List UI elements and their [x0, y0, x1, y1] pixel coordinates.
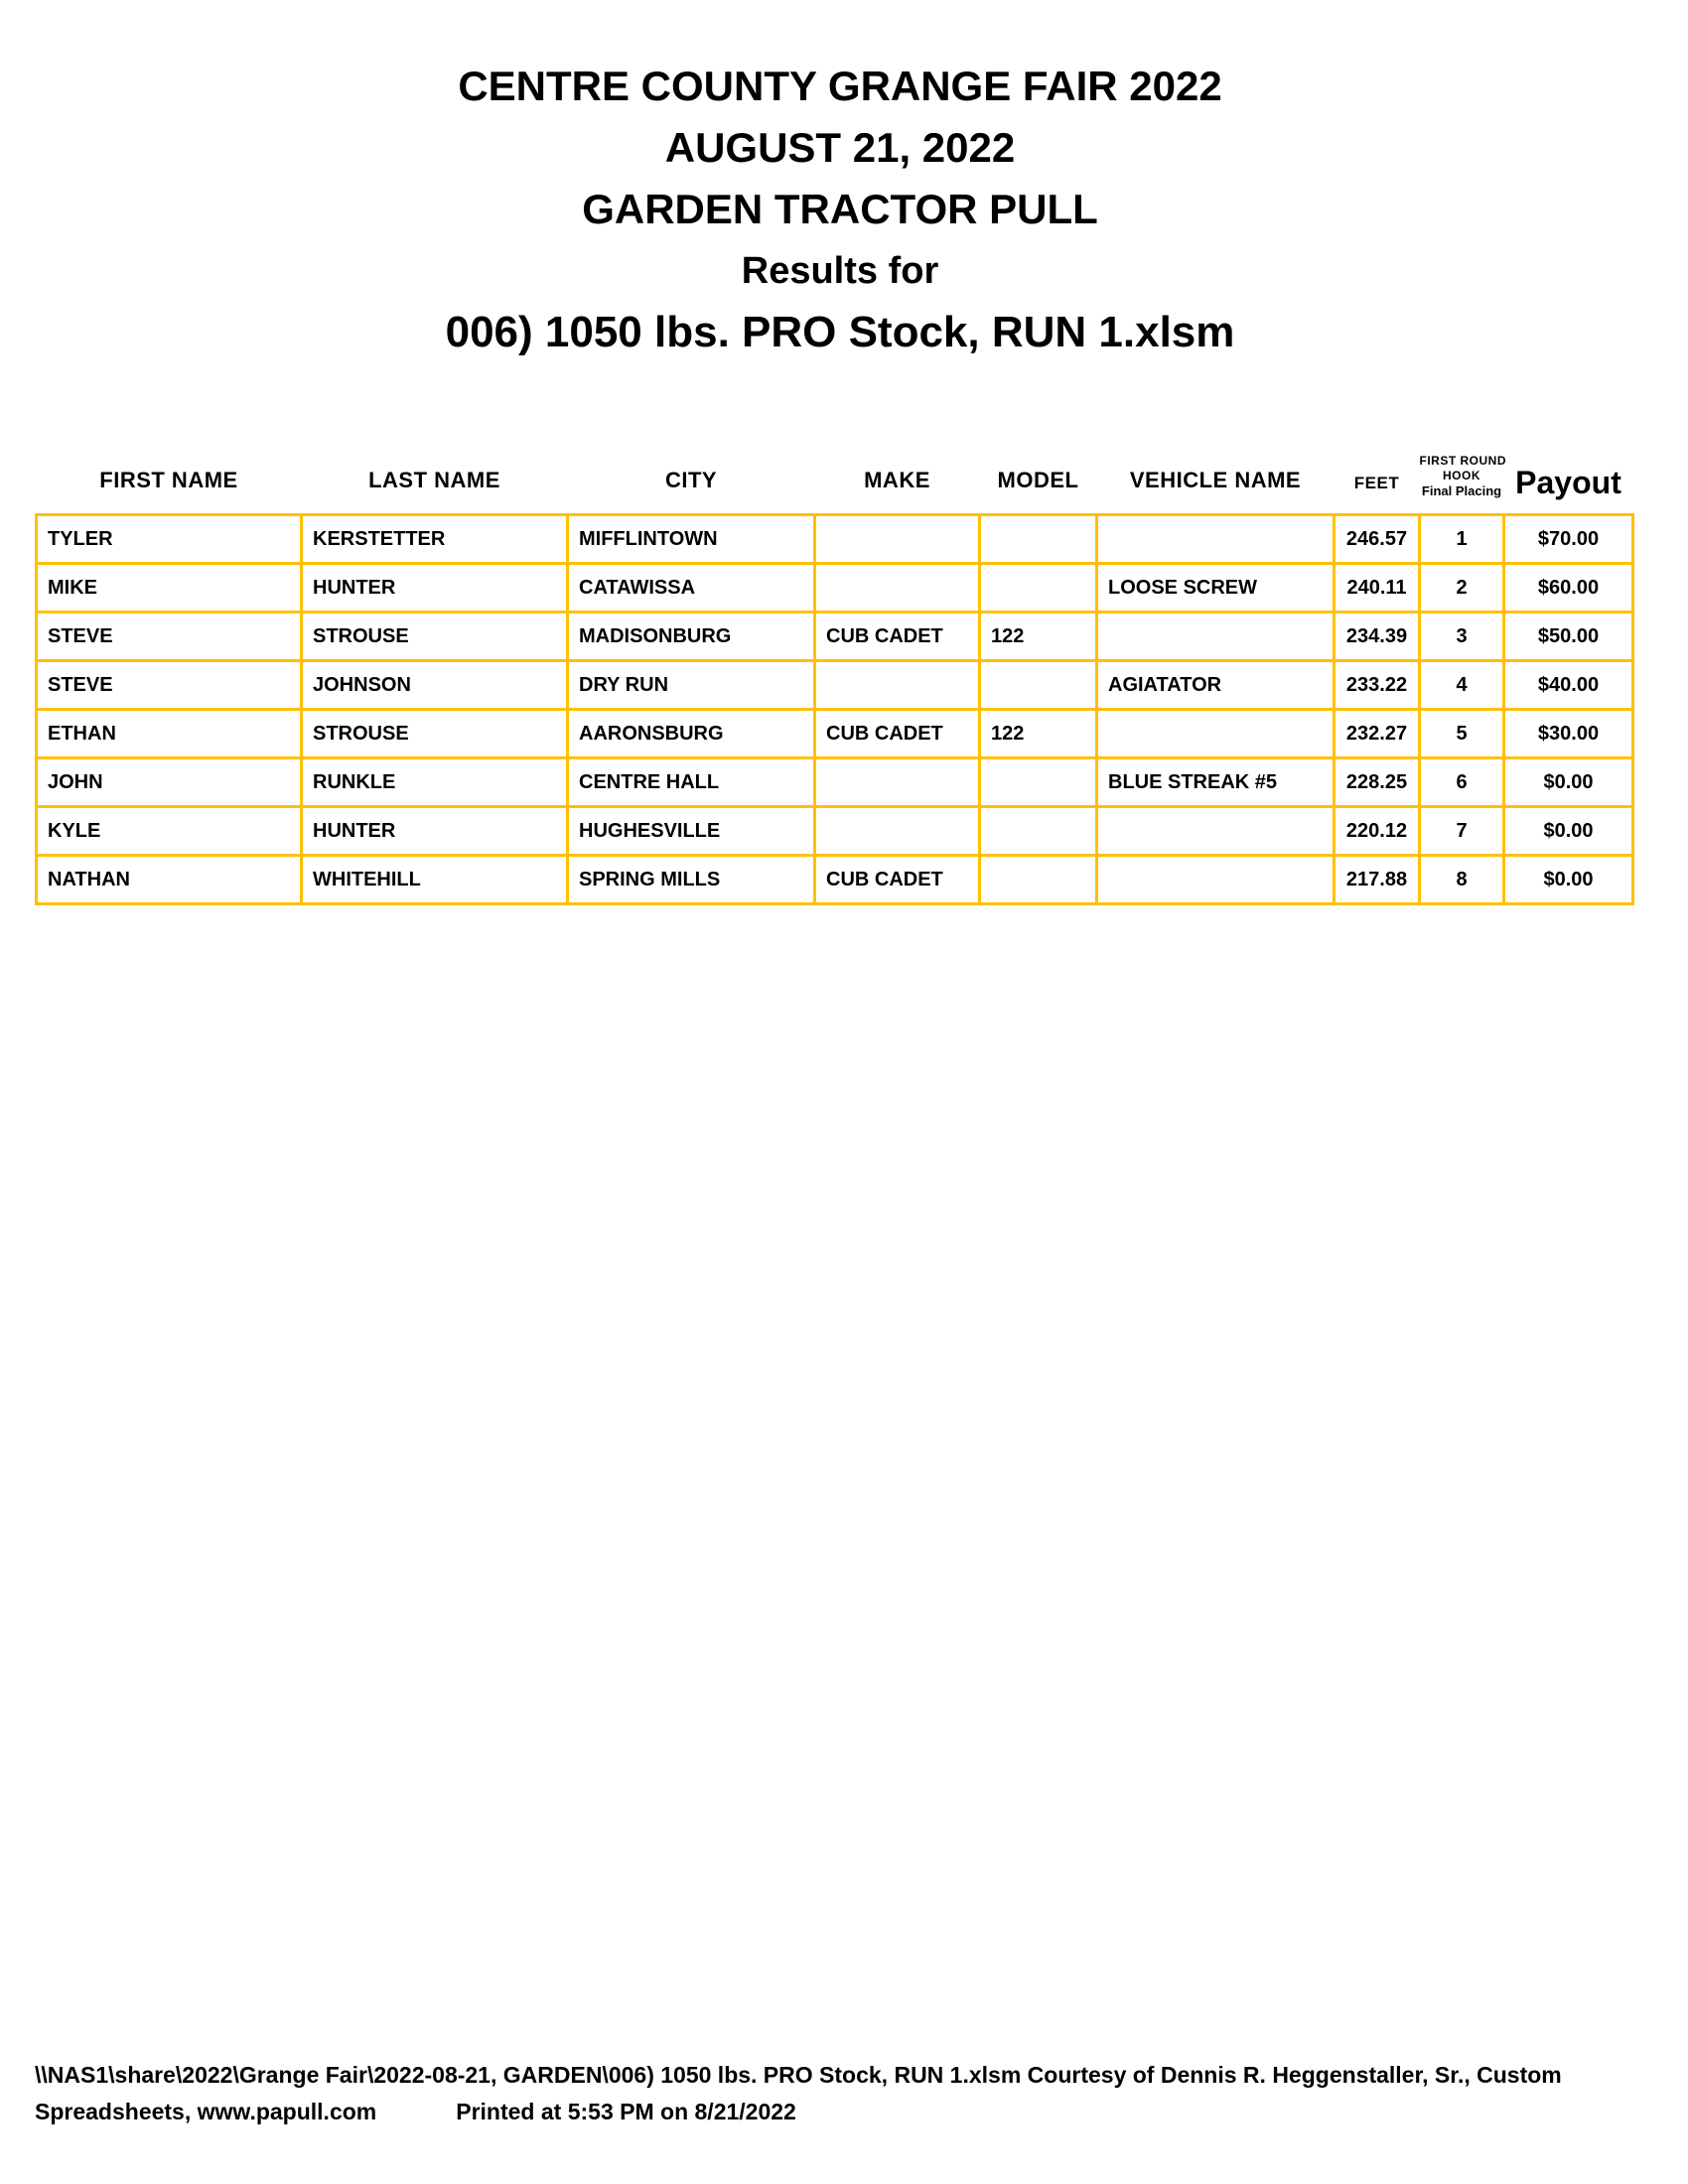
footer-website: Spreadsheets, www.papull.com [35, 2099, 377, 2124]
last-name-cell: STROUSE [302, 613, 568, 661]
table-row [37, 856, 1633, 904]
vehicle-name-cell [1097, 613, 1335, 661]
vehicle-name-cell: LOOSE SCREW [1097, 564, 1335, 613]
page-title-category: GARDEN TRACTOR PULL [582, 186, 1098, 232]
header-hook-line1: FIRST ROUND [1419, 454, 1506, 468]
model-cell [980, 856, 1097, 904]
first-name-cell: STEVE [37, 661, 302, 710]
model-cell [980, 661, 1097, 710]
first-name-cell: ETHAN [37, 710, 302, 758]
vehicle-name-cell: AGIATATOR [1097, 661, 1335, 710]
table-row [37, 661, 1633, 710]
first-name-cell: KYLE [37, 807, 302, 856]
first-name-cell: JOHN [37, 758, 302, 807]
payout-cell: $0.00 [1504, 856, 1633, 904]
city-cell: MIFFLINTOWN [568, 515, 815, 564]
table-row [37, 807, 1633, 856]
make-cell [815, 807, 980, 856]
last-name-cell: JOHNSON [302, 661, 568, 710]
feet-cell: 240.11 [1335, 564, 1420, 613]
feet-cell: 217.88 [1335, 856, 1420, 904]
table-row [37, 613, 1633, 661]
placing-cell: 8 [1420, 856, 1504, 904]
model-cell [980, 564, 1097, 613]
header-make: MAKE [864, 468, 930, 492]
results-table [35, 454, 1634, 905]
title-block [0, 56, 1680, 363]
page-title-event: CENTRE COUNTY GRANGE FAIR 2022 [458, 63, 1222, 109]
first-name-cell: STEVE [37, 613, 302, 661]
first-name-cell: TYLER [37, 515, 302, 564]
feet-cell: 220.12 [1335, 807, 1420, 856]
placing-cell: 2 [1420, 564, 1504, 613]
header-payout: Payout [1515, 465, 1621, 500]
header-city: CITY [664, 468, 718, 492]
header-vehicle-name: VEHICLE NAME [1129, 468, 1302, 492]
placing-cell: 1 [1420, 515, 1504, 564]
footer-printed-line [35, 2094, 1562, 2130]
header-first-round-hook [1420, 454, 1504, 515]
payout-cell: $50.00 [1504, 613, 1633, 661]
make-cell [815, 564, 980, 613]
first-name-cell: MIKE [37, 564, 302, 613]
model-cell [980, 758, 1097, 807]
header-model: MODEL [997, 468, 1079, 492]
header-feet: FEET [1353, 474, 1400, 492]
make-cell [815, 661, 980, 710]
city-cell: CENTRE HALL [568, 758, 815, 807]
footer [35, 2057, 1562, 2130]
results-table-container [35, 454, 1634, 905]
page-title-date: AUGUST 21, 2022 [664, 124, 1016, 171]
model-cell [980, 515, 1097, 564]
model-cell: 122 [980, 710, 1097, 758]
last-name-cell: WHITEHILL [302, 856, 568, 904]
city-cell: SPRING MILLS [568, 856, 815, 904]
city-cell: DRY RUN [568, 661, 815, 710]
feet-cell: 246.57 [1335, 515, 1420, 564]
footer-printed-at: Printed at 5:53 PM on 8/21/2022 [456, 2099, 796, 2124]
last-name-cell: KERSTETTER [302, 515, 568, 564]
vehicle-name-cell [1097, 856, 1335, 904]
feet-cell: 234.39 [1335, 613, 1420, 661]
table-row [37, 564, 1633, 613]
placing-cell: 3 [1420, 613, 1504, 661]
table-row [37, 515, 1633, 564]
last-name-cell: RUNKLE [302, 758, 568, 807]
footer-path-line: \\NAS1\share\2022\Grange Fair\2022-08-21, GARDEN\006) 1050 lbs. PRO Stock, RUN 1.xlsm Courtesy of Dennis R. Heggenstaller, Sr., Custom [35, 2062, 1562, 2088]
payout-cell: $0.00 [1504, 758, 1633, 807]
placing-cell: 7 [1420, 807, 1504, 856]
city-cell: HUGHESVILLE [568, 807, 815, 856]
payout-cell: $40.00 [1504, 661, 1633, 710]
model-cell [980, 807, 1097, 856]
vehicle-name-cell [1097, 807, 1335, 856]
feet-cell: 233.22 [1335, 661, 1420, 710]
header-first-name: FIRST NAME [99, 468, 238, 492]
payout-cell: $70.00 [1504, 515, 1633, 564]
feet-cell: 232.27 [1335, 710, 1420, 758]
make-cell [815, 758, 980, 807]
placing-cell: 5 [1420, 710, 1504, 758]
payout-cell: $30.00 [1504, 710, 1633, 758]
last-name-cell: HUNTER [302, 807, 568, 856]
payout-cell: $60.00 [1504, 564, 1633, 613]
payout-cell: $0.00 [1504, 807, 1633, 856]
make-cell: CUB CADET [815, 613, 980, 661]
vehicle-name-cell: BLUE STREAK #5 [1097, 758, 1335, 807]
page-title-results-for: Results for [741, 250, 939, 292]
feet-cell: 228.25 [1335, 758, 1420, 807]
city-cell: MADISONBURG [568, 613, 815, 661]
first-name-cell: NATHAN [37, 856, 302, 904]
placing-cell: 4 [1420, 661, 1504, 710]
header-hook-line2: HOOK [1443, 469, 1480, 482]
last-name-cell: HUNTER [302, 564, 568, 613]
model-cell: 122 [980, 613, 1097, 661]
make-cell [815, 515, 980, 564]
vehicle-name-cell [1097, 710, 1335, 758]
page-title-filename: 006) 1050 lbs. PRO Stock, RUN 1.xlsm [445, 308, 1235, 356]
table-row [37, 758, 1633, 807]
last-name-cell: STROUSE [302, 710, 568, 758]
header-last-name: LAST NAME [368, 468, 500, 492]
city-cell: AARONSBURG [568, 710, 815, 758]
table-row [37, 710, 1633, 758]
table-header-row [37, 454, 1633, 515]
placing-cell: 6 [1420, 758, 1504, 807]
make-cell: CUB CADET [815, 856, 980, 904]
make-cell: CUB CADET [815, 710, 980, 758]
vehicle-name-cell [1097, 515, 1335, 564]
header-hook-line3: Final Placing [1421, 483, 1502, 498]
city-cell: CATAWISSA [568, 564, 815, 613]
